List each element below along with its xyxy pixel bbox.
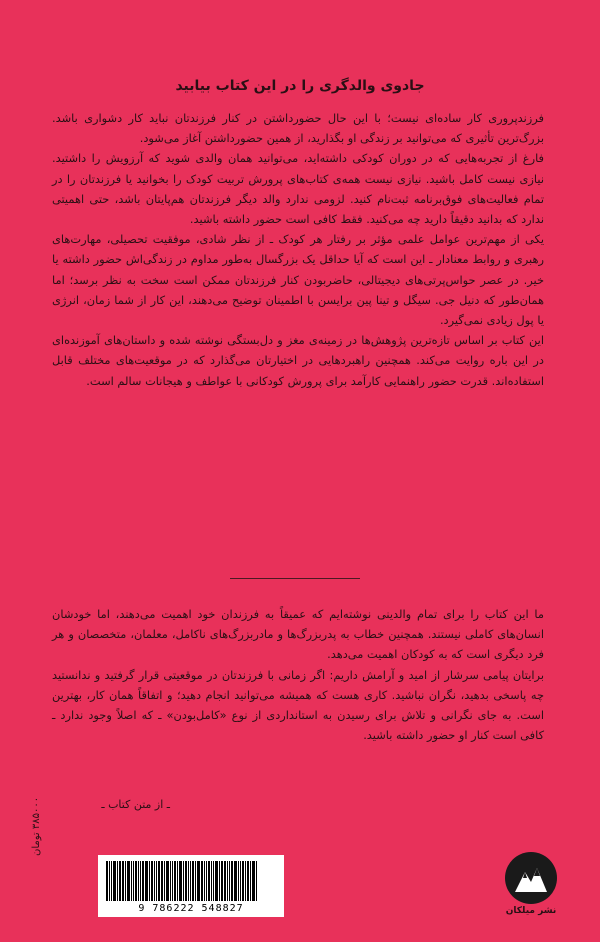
isbn-number: 9 786222 548827 xyxy=(138,903,244,914)
publisher-name: نشر میلکان xyxy=(505,906,557,916)
blurb-paragraph: این کتاب بر اساس تازه‌ترین پژوهش‌ها در زمینه‌ی مغز و دل‌بستگی نوشته شده و داستان‌های آموزنده‌ای در این باره روایت می‌کند. همچنین راهبردهایی در اختیارتان می‌گذارد که در موقعیت‌های مختلف قابل استفاده‌اند. قدرت حضور راهنمایی کارآمد برای پرورش کودکانی با عواطف و هیجانات سالم است. xyxy=(52,333,544,388)
blurb-paragraph: فارغ از تجربه‌هایی که در دوران کودکی داشته‌اید، می‌توانید همان والدی شوید که آرزویش را داشتید. نیازی نیست کامل باشید. نیازی نیست همه‌ی کتاب‌های پرورش تربیت کودک را بخوانید یا فرزندتان را در تمام فعالیت‌های فوق‌برنامه ثبت‌نام کنید. لزومی ندارد والد دیگر فرزندتان هم‌پایتان باشد، حتی اهمیتی ندارد که بدانید دقیقاً دارید چه می‌کنید. فقط کافی است حضور داشته باشید. xyxy=(52,151,544,227)
cover-title: جادوی والدگری را در این کتاب بیابید xyxy=(175,78,425,94)
barcode-icon xyxy=(98,855,284,917)
price-label: ۳۸۵۰۰۰ تومان xyxy=(31,796,42,856)
excerpt-paragraph: برایتان پیامی سرشار از امید و آرامش داریم: اگر زمانی با فرزندتان در موقعیتی قرار گرفتید و ندانستید چه پاسخی بدهید، نگران نباشید. کاری هست که همیشه می‌توانید انجام دهید؛ و اتفاقاً همان کار، بهترین است. به جای نگرانی و تلاش برای رسیدن به استانداردی از نوع «کامل‌بودن» ـ که اصلاً وجود ندارد ـ کافی است کنار او حضور داشته باشید. xyxy=(52,667,544,743)
barcode-bars xyxy=(106,861,276,901)
excerpt-section xyxy=(52,604,544,745)
blurb-paragraph: فرزندپروری کار ساده‌ای نیست؛ با این حال حضورداشتن در کنار فرزندتان نباید کار دشواری باشد. بزرگ‌ترین تأثیری که می‌توانید بر زندگی او بگذارید، از همین حضورداشتن آغاز می‌شود. xyxy=(52,111,544,146)
blurb-paragraph: یکی از مهم‌ترین عوامل علمی مؤثر بر رفتار هر کودک ـ از نظر شادی، موفقیت تحصیلی، مهارت‌های رهبری و روابط معنادار ـ این است که آیا حداقل یک بزرگسال به‌طور مداوم در زندگی‌اش حضور داشته یا خیر. در عصر حواس‌پرتی‌های دیجیتالی، حاضربودن کنار فرزندتان ممکن است سخت به نظر برسد؛ اما همان‌طور که دنیل جی. سیگل و تینا پین برایسن با اطمینان توضیح می‌دهند، این کار از شما زمان، انرژی یا پول زیادی نمی‌گیرد. xyxy=(52,232,544,328)
section-divider xyxy=(230,578,360,579)
excerpt-paragraph: ما این کتاب را برای تمام والدینی نوشته‌ایم که عمیقاً به فرزندان خود اهمیت می‌دهند، اما خودشان انسان‌های کاملی نیستند. همچنین خطاب به پدربزرگ‌ها و مادربزرگ‌های ناکامل، معلمان، متخصصان و هر فرد دیگری است که به کودکان اهمیت می‌دهد. xyxy=(52,607,544,662)
mountain-logo-icon xyxy=(505,852,557,904)
quote-source: ـ از متن کتاب ـ xyxy=(101,798,170,811)
blurb-section xyxy=(52,108,544,391)
